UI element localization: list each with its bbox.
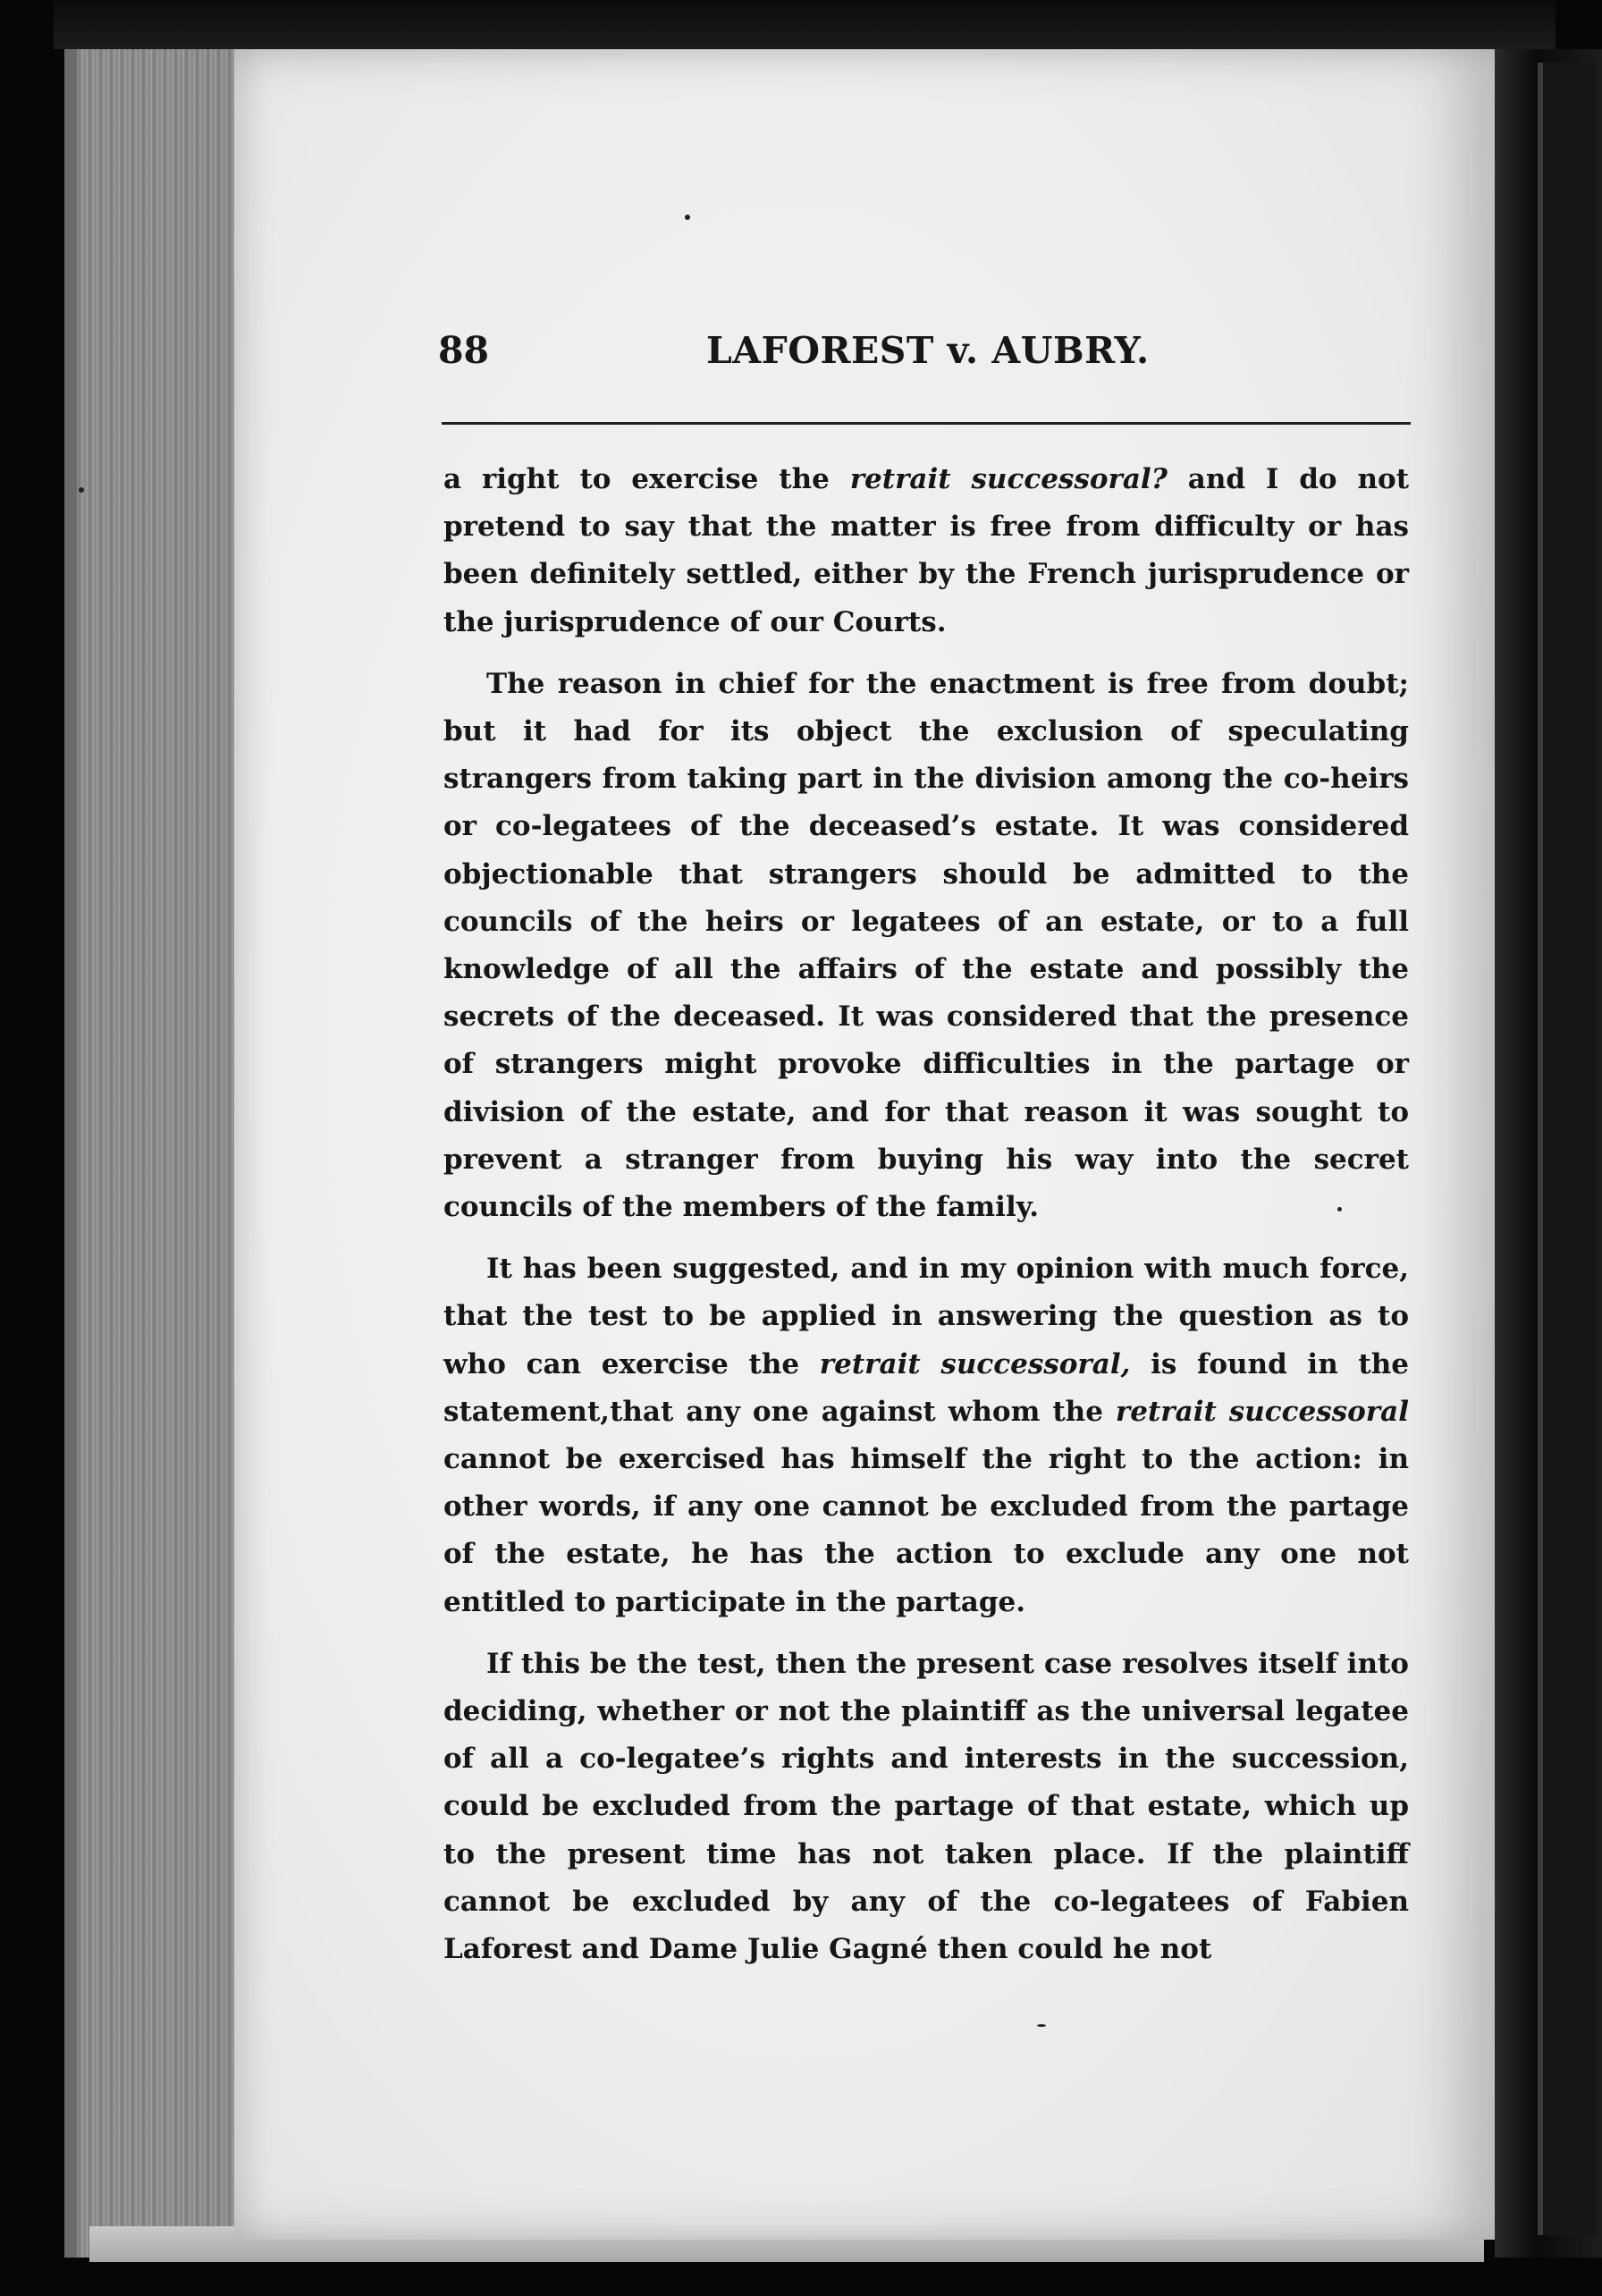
paragraph-4 [443,1641,1409,1973]
paragraph-text: The reason in chief for the enactment is free from doubt; but it had for its object the exclusion of speculating strangers from taking part in the division among the co-heirs or co-legatees of the deceased’s estate. It was considered objectionable that strangers should be admitted to the councils of the heirs or legatees of an estate, or to a full knowledge of all the affairs of the estate and possibly the secrets of the deceased. It was considered that the presence of strangers might provoke difficulties in the partage or division of the estate, and for that reason it was sought to prevent a stranger from buying his way into the secret councils of the members of the family. [443,667,1409,1224]
paragraph-text: and I do not pretend to say that the matter is free from difficulty or has been definitely settled, either by the French jurisprudence or the jurisprudence of our Courts. [443,463,1410,638]
paragraph-text: If this be the test, then the present case resolves itself into deciding, whether or not the plaintiff as the universal legatee of all a co-legatee’s rights and interests in the succession, could be excluded from the partage of that estate, which up to the present time has not taken place. If the plaintiff cannot be excluded by any of the co-legatees of Fabien Laforest and Dame Julie Gagné then could he not [443,1647,1409,1966]
paragraph-3 [443,1245,1409,1626]
page-number: 88 [438,329,490,372]
paragraph-text: cannot be exercised has himself the right to the action: in other words, if any one cannot be excluded from the partage of the estate, he has the action to exclude any one not entitled to participate in the partage. [443,1443,1409,1618]
italic-term: retrait successoral? [849,463,1168,495]
running-head [438,329,1412,383]
paragraph-text: is found in the statement,that any one against whom the [443,1347,1410,1428]
dust-speck [1337,1207,1342,1211]
paragraph-text: a right to exercise the [443,463,850,495]
film-top-strip [54,0,1556,49]
dust-speck [685,215,690,220]
paragraph-text: It has been suggested, and in my opinion with much force, that the test to be applied in answering the question as to who can exercise the [443,1253,1409,1380]
paragraph-2 [443,661,1409,1231]
page-title: LAFOREST v. AUBRY. [706,329,1150,372]
book-page-edges [64,49,256,2258]
italic-term: retrait successoral, [819,1347,1131,1380]
body-text [443,456,1409,1988]
paragraph-1 [443,456,1409,646]
dust-speck [1037,2024,1046,2027]
dust-speck [79,487,84,493]
header-rule [442,422,1411,425]
book-cover-edge [1538,63,1597,2235]
italic-term: retrait successoral [1115,1395,1409,1428]
